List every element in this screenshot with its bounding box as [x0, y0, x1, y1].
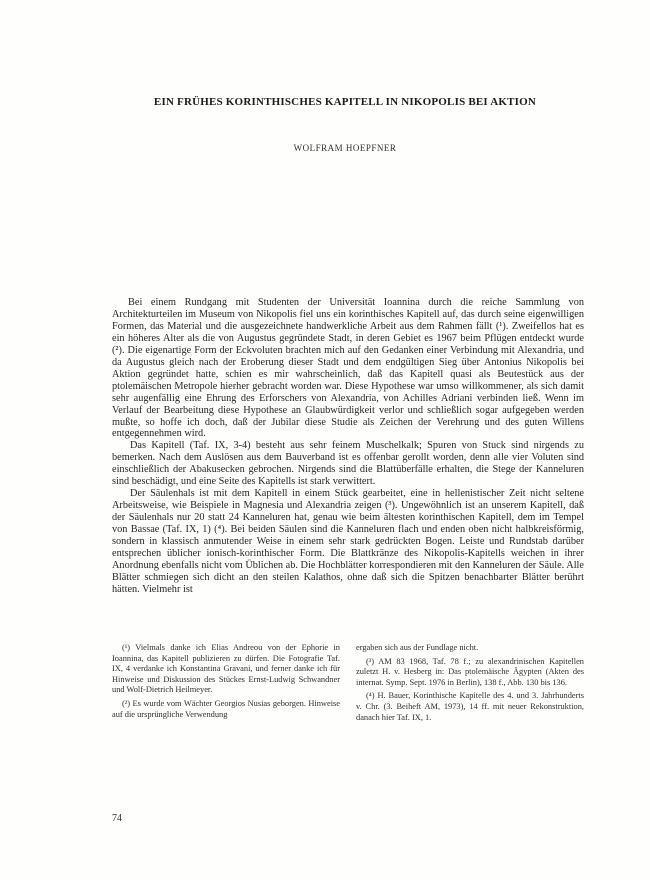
body-paragraph: Das Kapitell (Taf. IX, 3-4) besteht aus sehr feinem Muschelkalk; Spuren von Stuck sind nirgends zu bemerken. Nach dem Auslösen aus dem Bauverband ist es offenbar gerollt worden, denn alle vier Voluten sind einschließlich der Abakusecken gebrochen. Nirgends sind die Blattüberfälle erhalten, die Stege der Kanneluren sind beschädigt, und eine Seite des Kapitells ist stark verwittert. — [112, 440, 584, 488]
footnote: (¹) Vielmals danke ich Elias Andreou von der Ephorie in Ioannina, das Kapitell publizieren zu dürfen. Die Fotografie Taf. IX, 4 verdanke ich Konstantina Gravani, und ferner danke ich für Hinweise und Diskussion des Stückes Ernst-Ludwig Schwandner und Wolf-Dietrich Heilmeyer. — [112, 643, 340, 695]
footnote-column-left — [112, 643, 340, 726]
footnote: (³) AM 83 1968, Taf. 78 f.; zu alexandrinischen Kapitellen zuletzt H. v. Hesberg in: Das ptolemäische Ägypten (Akten des internat. Symp. Sept. 1976 in Berlin), 138 f., Abb. 130 bis 136. — [356, 656, 584, 687]
body-paragraph: Der Säulenhals ist mit dem Kapitell in einem Stück gearbeitet, eine in hellenistischer Zeit nicht seltene Arbeitsweise, wie Beispiele in Magnesia und Alexandria zeigen (³). Ungewöhnlich ist an unserem Kapitell, daß der Säulenhals nur 20 statt 24 Kanneluren hat, genau wie beim ältesten korinthischen Kapitell, dem im Tempel von Bassae (Taf. IX, 1) (⁴). Bei beiden Säulen sind die Kanneluren flach und enden oben nicht halbkreisförmig, sondern in klassisch anmutender Weise in einem sehr stark gedrückten Bogen. Leiste und Rundstab darüber entsprechen üblicher ionisch-korinthischer Form. Die Blattkränze des Nikopolis-Kapitells weichen in ihrer Anordnung ebenfalls nicht vom Üblichen ab. Die Hochblätter korrespondieren mit den Kanneluren der Säule. Alle Blätter schmiegen sich dicht an den steilen Kalathos, ohne daß sich die Spitzen benachbarter Blätter berührt hätten. Vielmehr ist — [112, 488, 584, 595]
footnote-continuation: ergaben sich aus der Fundlage nicht. — [356, 643, 479, 652]
footnote-column-right — [356, 643, 584, 726]
article-author: WOLFRAM HOEPFNER — [293, 143, 397, 153]
footnote: (²) Es wurde vom Wächter Georgios Nusias geborgen. Hinweise auf die ursprüngliche Verwendung — [112, 698, 340, 719]
body-paragraph: Bei einem Rundgang mit Studenten der Universität Ioannina durch die reiche Sammlung von Architekturteilen im Museum von Nikopolis fiel uns ein korinthisches Kapitell auf, das durch seine eigenwilligen Formen, das Material und die ausgezeichnete handwerkliche Arbeit aus dem Rahmen fällt (¹). Zweifellos hat es ein höheres Alter als die von Augustus gegründete Stadt, in deren Gebiet es 1967 beim Pflügen entdeckt wurde (²). Die eigenartige Form der Eckvoluten brachten mich auf den Gedanken einer Verbindung mit Alexandria, und da Augustus gleich nach der Eroberung dieser Stadt und dem endgültigen Sieg über Antonius Nikopolis bei Aktion gegründet hatte, schien es mir wahrscheinlich, daß das Kapitell quasi als Beutestück aus der ptolemäischen Metropole hierher gebracht worden war. Diese Hypothese war umso willkommener, als sich damit sehr augenfällig eine Ehrung des Erforschers von Alexandria, von Achilles Adriani verbinden ließ. Wenn im Verlauf der Bearbeitung diese Hypothese an Glaubwürdigkeit verlor und schließlich sogar aufgegeben werden mußte, so hoffe ich doch, daß der Jubilar diese Studie als Zeichen der Verehrung und des guten Willens entgegennehmen wird. — [112, 297, 584, 440]
article-title: EIN FRÜHES KORINTHISCHES KAPITELL IN NIKOPOLIS BEI AKTION — [153, 96, 537, 108]
footnotes — [112, 643, 584, 726]
article-body — [112, 297, 584, 596]
footnote: (⁴) H. Bauer, Korinthische Kapitelle des 4. und 3. Jahrhunderts v. Chr. (3. Beiheft AM, 1973), 14 ff. mit neuer Rekonstruktion, danach hier Taf. IX, 1. — [356, 691, 584, 722]
page-number: 74 — [112, 813, 122, 824]
